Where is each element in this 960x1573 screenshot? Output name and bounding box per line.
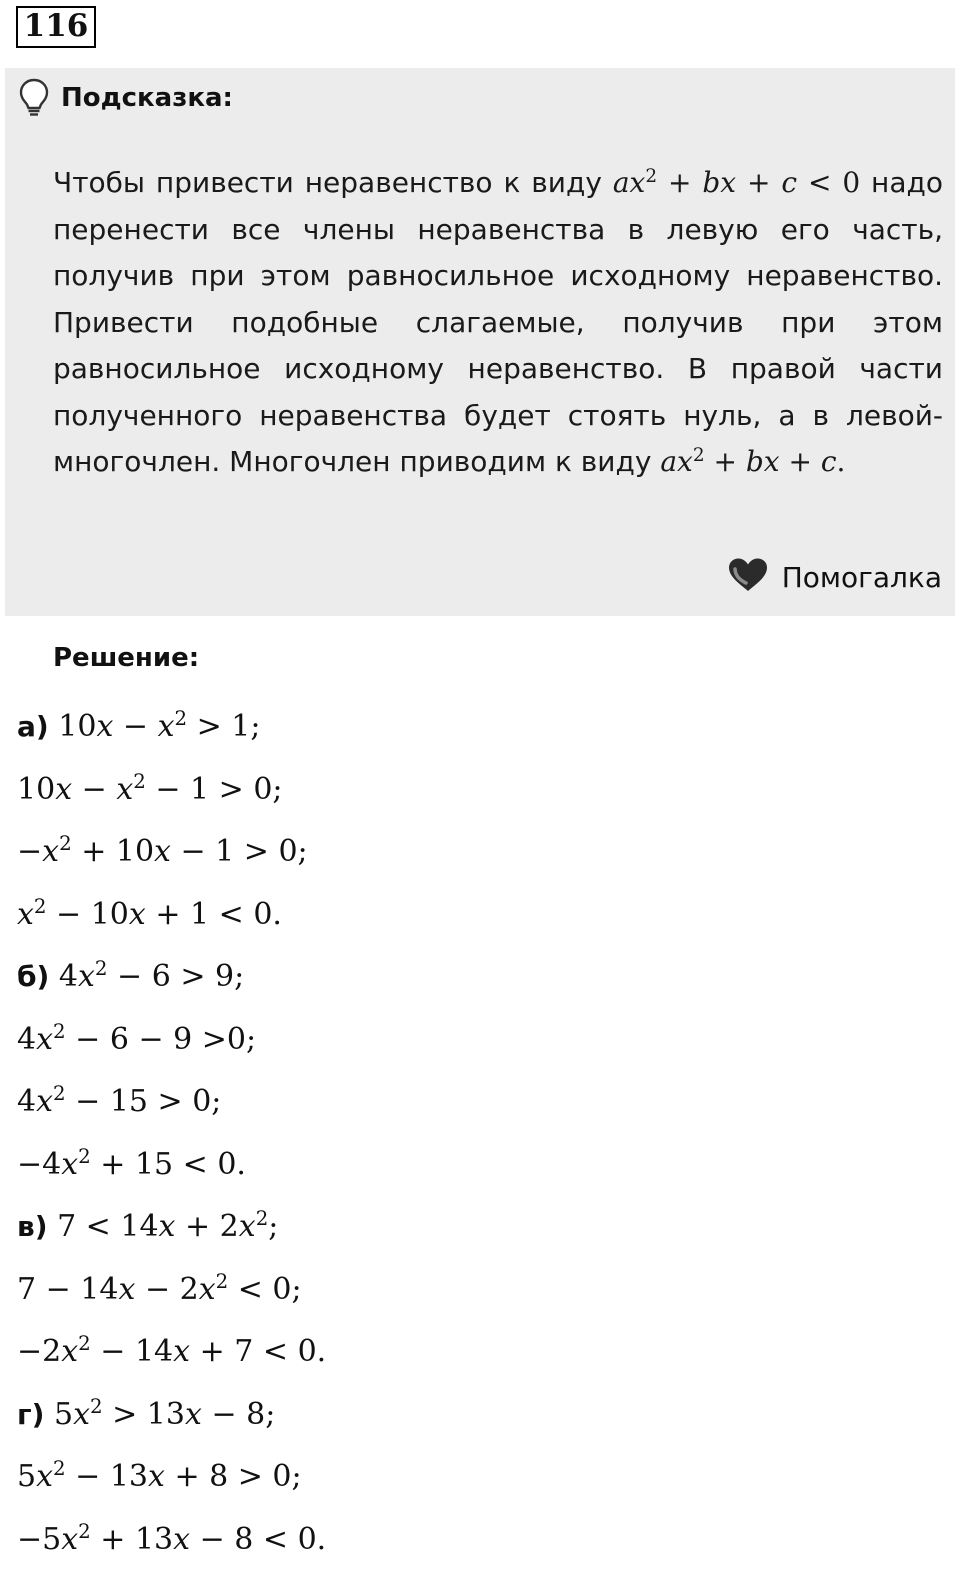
lightbulb-icon bbox=[19, 78, 49, 118]
solution-line-b-4: $-4x^2 + 15 < 0$. bbox=[17, 1136, 947, 1199]
hint-title: Подсказка: bbox=[61, 83, 233, 113]
solution-line-b-2: $4x^2 - 6 - 9 >0$; bbox=[17, 1011, 947, 1074]
hint-formula-polynomial: $ax^2$ + bx + c. bbox=[660, 445, 845, 478]
part-label: а) bbox=[17, 710, 49, 743]
part-label: в) bbox=[17, 1210, 48, 1243]
solution-line-g-2: $5x^2 - 13x + 8 > 0$; bbox=[17, 1448, 947, 1511]
hint-text bbox=[53, 160, 943, 486]
solution-line-v-3: $-2x^2 - 14x + 7 < 0$. bbox=[17, 1323, 947, 1386]
hint-box bbox=[5, 68, 955, 616]
task-number: 116 bbox=[16, 6, 96, 48]
hint-text-part-1: Чтобы привести неравенство к виду bbox=[53, 166, 602, 199]
heart-icon bbox=[726, 556, 770, 598]
solution-line-a-2: $10x - x^2 - 1 > 0$; bbox=[17, 761, 947, 824]
solution-line-v-2: $7 - 14x - 2x^2 < 0$; bbox=[17, 1261, 947, 1324]
part-label: б) bbox=[17, 960, 49, 993]
brand-name: Помогалка bbox=[782, 561, 942, 594]
solution-line-b-1: б) $4x^2 - 6 > 9$; bbox=[17, 948, 947, 1011]
solution-line-a-3: $-x^2 + 10x - 1 > 0$; bbox=[17, 823, 947, 886]
hint-header bbox=[19, 78, 233, 118]
solution-line-a-4: $x^2 - 10x + 1 < 0$. bbox=[17, 886, 947, 949]
solution-steps bbox=[17, 698, 947, 1573]
solution-line-a-1: а) $10x - x^2 > 1$; bbox=[17, 698, 947, 761]
solution-line-g-1: г) $5x^2 > 13x - 8$; bbox=[17, 1386, 947, 1449]
hint-formula-inequality: $ax^2$ + bx + c < 0 bbox=[613, 166, 860, 199]
solution-line-v-1: в) $7 < 14x + 2x^2$; bbox=[17, 1198, 947, 1261]
part-label: г) bbox=[17, 1398, 44, 1431]
brand bbox=[726, 556, 942, 598]
hint-text-part-2: надо перенести все члены неравенства в левую его часть, получив при этом равносильное исходному неравенство. Привести подобные слагаемые, получив при этом равносильное исходному неравенство. В правой части полученного неравенства будет стоять нуль, а в левой- многочлен. Многочлен приводим к виду bbox=[53, 166, 943, 478]
solution-line-b-3: $4x^2 - 15 > 0$; bbox=[17, 1073, 947, 1136]
solution-line-g-3: $-5x^2 + 13x - 8 < 0$. bbox=[17, 1511, 947, 1573]
solution-title: Решение: bbox=[53, 643, 199, 673]
